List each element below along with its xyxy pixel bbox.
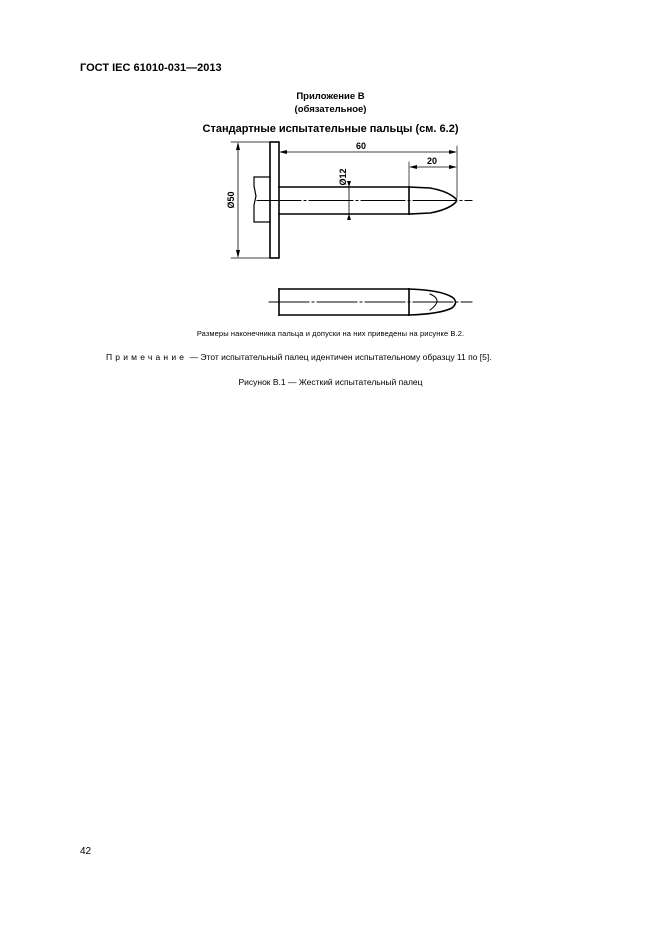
dimension-tip-length: 20 (426, 156, 438, 166)
dimension-finger-diameter: Ø12 (338, 168, 348, 186)
page-number: 42 (80, 846, 92, 857)
annex-status: (обязательное) (294, 104, 367, 115)
handle-outline (254, 177, 270, 222)
tip-dimensions-note: Размеры наконечника пальца и допуски на них приведены на рисунке В.2. (196, 329, 465, 338)
dimension-stop-diameter: Ø50 (226, 191, 236, 209)
stop-plate (270, 142, 279, 258)
note-text: — Этот испытательный палец идентичен испытательному образцу 11 по [5]. (187, 352, 492, 362)
note-lead: Примечание (106, 352, 188, 362)
annex-heading: Стандартные испытательные пальцы (см. 6.2) (202, 123, 459, 135)
document-standard-header: ГОСТ IEC 61010-031—2013 (80, 62, 222, 74)
dimension-overall-length: 60 (355, 141, 367, 151)
figure-note (106, 352, 492, 362)
finger-top-view (269, 289, 472, 315)
annex-title: Приложение В (296, 91, 365, 102)
figure-caption: Рисунок В.1 — Жесткий испытательный палец (238, 377, 423, 387)
